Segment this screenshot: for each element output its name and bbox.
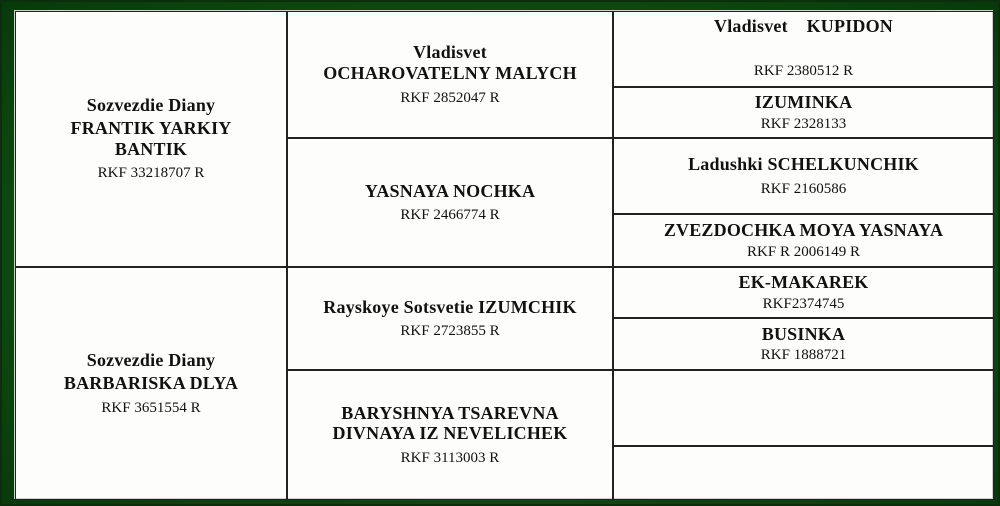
sire-sire-line2: OCHAROVATELNY MALYCH — [323, 62, 577, 83]
ggp-cell — [613, 11, 994, 87]
ggp-cell — [613, 138, 994, 214]
pedigree-sheet — [14, 10, 993, 499]
sire-dam-name: YASNAYA NOCHKA — [364, 180, 536, 201]
ggp-cell — [613, 87, 994, 138]
dam-sire-reg: RKF 2723855 R — [400, 323, 500, 340]
ggp-reg: RKF 1888721 — [760, 347, 847, 364]
ggp-name: EK-MAKAREK — [738, 272, 869, 293]
ggp-cell — [613, 318, 994, 370]
ggp-reg: RKF 2380512 R — [753, 62, 854, 79]
pedigree-grid — [15, 11, 992, 498]
dam-cell — [15, 267, 287, 500]
ggp-reg: RKF 2328133 — [760, 115, 847, 132]
ggp-name: IZUMINKA — [754, 92, 853, 113]
sire-reg: RKF 33218707 R — [97, 165, 205, 182]
ggp-name: BUSINKA — [761, 323, 846, 344]
dam-sire-name: Rayskoye Sotsvetie IZUMCHIK — [323, 296, 577, 317]
ggp-name: Vladisvet KUPIDON — [714, 16, 893, 36]
ggp-name: ZVEZDOCHKA MOYA YASNAYA — [663, 220, 944, 241]
dam-reg: RKF 3651554 R — [101, 399, 201, 416]
sire-line1: Sozvezdie Diany — [86, 95, 216, 116]
ggp-cell — [613, 214, 994, 267]
dam-line2: BARBARISKA DLYA — [63, 372, 239, 393]
sire-line3: BANTIK — [114, 138, 188, 159]
ggp-reg: RKF 2160586 — [760, 180, 847, 197]
dam-dam-line2: DIVNAYA IZ NEVELICHEK — [332, 423, 568, 444]
ggp-cell — [613, 370, 994, 446]
ggp-reg: RKF2374745 — [762, 295, 845, 312]
sire-sire-cell — [287, 11, 613, 138]
sire-dam-cell — [287, 138, 613, 267]
ggp-cell — [613, 446, 994, 500]
ggp-cell — [613, 267, 994, 318]
sire-sire-reg: RKF 2852047 R — [400, 89, 500, 106]
ggp-name: Ladushki SCHELKUNCHIK — [688, 154, 919, 175]
dam-dam-cell — [287, 370, 613, 500]
sire-line2: FRANTIK YARKIY — [70, 118, 232, 139]
dam-line1: Sozvezdie Diany — [86, 350, 216, 371]
sire-dam-reg: RKF 2466774 R — [400, 207, 500, 224]
ggp-reg: RKF R 2006149 R — [747, 243, 860, 260]
dam-sire-cell — [287, 267, 613, 370]
sire-sire-line1: Vladisvet — [413, 42, 487, 63]
dam-dam-line1: BARYSHNYA TSAREVNA — [341, 402, 559, 423]
dam-dam-reg: RKF 3113003 R — [400, 450, 500, 467]
sire-cell — [15, 11, 287, 267]
